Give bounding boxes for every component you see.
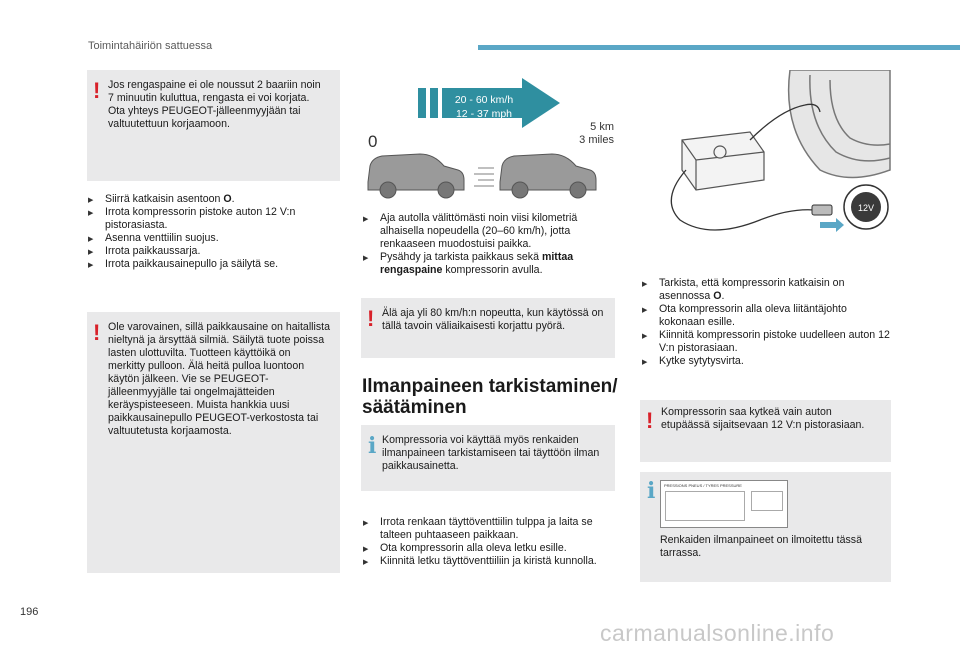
warning-text: Älä aja yli 80 km/h:n nopeutta, kun käytössä on tällä tavoin väliaikaisesti korjattu pyörä. xyxy=(382,307,604,332)
compressor-graphic xyxy=(640,70,900,245)
warning-text: Ole varovainen, sillä paikkausaine on haitallista nieltynä ja ärsyttää silmiä. Säilytä tuote poissa lasten ulottuvilta. Tuotteen käyttöikä on merkitty pulloon. Älä heitä pulloa luontoon käytön jälkeen. Vie se PEUGEOT-jälleenmyyjälle tai ongelmajätteiden keräyspisteeseen. Muista hankkia uusi paikkausainepullo PEUGEOT-verkostosta tai valtuutetusta korjaamosta. xyxy=(108,321,331,437)
step-item: ▶ Irrota paikkaussarja. xyxy=(88,245,338,258)
warning-text: Jos rengaspaine ei ole noussut 2 baariin noin 7 minuutin kuluttua, rengasta ei voi korjata. Ota yhteys PEUGEOT-jälleenmyyjään tai valtuutettuun korjaamoon. xyxy=(108,79,321,130)
steps-list-hose xyxy=(363,516,615,568)
section-heading xyxy=(362,376,622,418)
step-item: ▶ Irrota renkaan täyttöventtiilin tulppa ja laita se talteen puhtaaseen paikkaan. xyxy=(363,516,615,542)
distance-km-label: 5 km xyxy=(590,121,614,133)
header-accent-bar xyxy=(478,45,960,50)
warning-box-sealant xyxy=(87,312,340,573)
warning-icon: ! xyxy=(646,408,654,433)
step-item: ▶ Irrota paikkausainepullo ja säilytä se. xyxy=(88,258,338,271)
steps-list-connect xyxy=(642,277,892,368)
page-number: 196 xyxy=(20,606,39,618)
pressure-label-title: PRESSIONS PNEUS / TYRES PRESSURE xyxy=(664,483,742,488)
info-box-label xyxy=(640,472,891,582)
warning-icon: ! xyxy=(93,78,101,103)
steps-list-drive xyxy=(363,212,615,277)
step-item: ▶ Tarkista, että kompressorin katkaisin on asennossa O. xyxy=(642,277,892,303)
step-item: ▶ Asenna venttiilin suojus. xyxy=(88,232,338,245)
speed-kmh-label: 20 - 60 km/h xyxy=(454,94,514,106)
step-item: ▶ Kytke sytytysvirta. xyxy=(642,355,892,368)
label-table-graphic xyxy=(665,491,745,521)
watermark: carmanualsonline.info xyxy=(600,620,835,646)
info-text: Kompressoria voi käyttää myös renkaiden ilmanpaineen tarkistamiseen tai täyttöön ilman paikkausainetta. xyxy=(382,434,600,472)
wheel-icon xyxy=(789,70,890,178)
heading-line-1: Ilmanpaineen tarkistaminen/ xyxy=(362,376,618,397)
step-item: ▶ Ota kompressorin alla oleva liitäntäjohto kokonaan esille. xyxy=(642,303,892,329)
plug-icon xyxy=(812,205,832,215)
socket-label: 12V xyxy=(857,203,875,213)
car-icon xyxy=(500,154,596,198)
section-title: Toimintahäiriön sattuessa xyxy=(88,40,213,52)
step-item: ▶ Irrota kompressorin pistoke auton 12 V:n pistorasiasta. xyxy=(88,206,338,232)
warning-icon: ! xyxy=(367,306,375,331)
step-item: ▶ Kiinnitä letku täyttöventtiiliin ja kiristä kunnolla. xyxy=(363,555,615,568)
car-icon xyxy=(368,154,464,198)
distance-miles-label: 3 miles xyxy=(579,134,614,146)
info-text: Renkaiden ilmanpaineet on ilmoitettu tässä tarrassa. xyxy=(660,534,862,559)
label-side-graphic xyxy=(751,491,783,511)
step-item: ▶ Kiinnitä kompressorin pistoke uudelleen auton 12 V:n pistorasiaan. xyxy=(642,329,892,355)
info-box-compressor xyxy=(361,425,615,491)
speed-mph-label: 12 - 37 mph xyxy=(455,108,513,120)
insert-arrow-icon xyxy=(820,218,844,232)
step-item: ▶ Aja autolla välittömästi noin viisi kilometriä alhaisella nopeudella (20–60 km/h), jotta renkaaseen muodostuisi paikka. xyxy=(363,212,615,251)
step-item: ▶ Ota kompressorin alla oleva letku esille. xyxy=(363,542,615,555)
drive-illustration xyxy=(360,70,620,210)
steps-list-finish xyxy=(88,193,338,271)
info-icon: i xyxy=(368,433,377,459)
warning-text: Kompressorin saa kytkeä vain auton etupäässä sijaitsevaan 12 V:n pistorasiaan. xyxy=(661,406,865,431)
step-item: ▶ Pysähdy ja tarkista paikkaus sekä mittaa rengaspaine kompressorin avulla. xyxy=(363,251,615,277)
info-icon: i xyxy=(647,478,656,504)
heading-line-2: säätäminen xyxy=(362,397,467,418)
pressure-label-image xyxy=(660,480,788,528)
compressor-icon xyxy=(682,132,764,190)
start-label: 0 xyxy=(368,132,378,151)
motion-lines-icon xyxy=(474,168,494,186)
warning-box-socket xyxy=(640,400,891,462)
warning-icon: ! xyxy=(93,320,101,345)
compressor-illustration xyxy=(640,70,900,245)
socket-icon xyxy=(844,185,888,229)
step-item: ▶ Siirrä katkaisin asentoon O. xyxy=(88,193,338,206)
warning-box-pressure xyxy=(87,70,340,181)
warning-box-speed xyxy=(361,298,615,358)
